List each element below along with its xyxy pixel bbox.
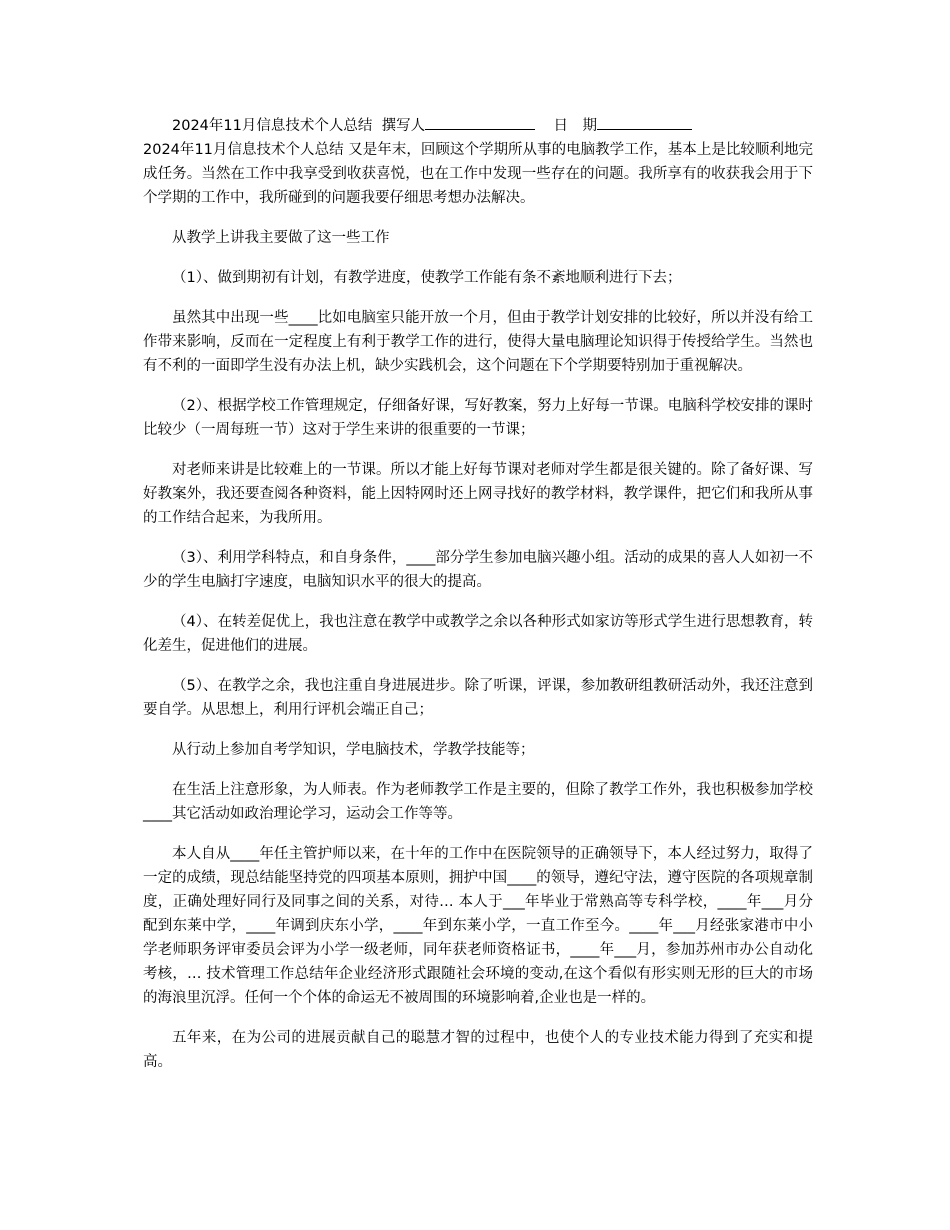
- paragraph-life: 在生活上注意形象，为人师表。作为老师教学工作是主要的，但除了教学工作外，我也积极参加学校____其它活动如政治理论学习，运动会工作等等。: [143, 782, 813, 822]
- paragraph-action: 从行动上参加自考学知识，学电脑技术，学教学技能等；: [172, 742, 535, 758]
- writer-blank: [425, 115, 535, 130]
- paragraph-item-2-detail: 对老师来讲是比较难上的一节课。所以才能上好每节课对老师对学生都是很关键的。除了备好课、写好教案外，我还要查阅各种资料，能上因特网时还上网寻找好的教学材料，教学课件，把它们和我所从事的工作结合起来，为我所用。: [143, 462, 813, 526]
- date-blank: [597, 115, 692, 130]
- paragraph-closing: 五年来，在为公司的进展贡献自己的聪慧才智的过程中，也使个人的专业技术能力得到了充实和提高。: [143, 1030, 813, 1070]
- paragraph-item-3: （3）、利用学科特点，和自身条件，____部分学生参加电脑兴趣小组。活动的成果的喜人人如初一不少的学生电脑打字速度，电脑知识水平的很大的提高。: [143, 550, 813, 590]
- date-label: 日 期: [553, 118, 598, 134]
- document-title: 2024年11月信息技术个人总结: [172, 118, 373, 134]
- paragraph-work-heading: 从教学上讲我主要做了这一些工作: [172, 230, 390, 246]
- paragraph-item-2: （2）、根据学校工作管理规定，仔细备好课，写好教案，努力上好每一节课。电脑科学校安排的课时比较少（一周每班一节）这对于学生来讲的很重要的一节课；: [143, 398, 813, 438]
- document-header: [143, 114, 813, 138]
- paragraph-career: 本人自从____年任主管护师以来，在十年的工作中在医院领导的正确领导下，本人经过努力，取得了一定的成绩，现总结能坚持党的四项基本原则，拥护中国____的领导，遵纪守法，遵守医院的各项规章制度，正确处理好同行及同事之间的关系，对待… 本人于___年毕业于常熟高等专科学校，____年___月分配到东莱中学，____年调到庆东小学，____年到东莱小学，一直工作至今。____年___月经张家港市中小学老师职务评审委员会评为小学一级老师，同年获老师资格证书，____年___月，参加苏州市办公自动化考核，… 技术管理工作总结年企业经济形式跟随社会环境的变动,在这个看似有形实则无形的巨大的市场的海浪里沉浮。任何一个个体的命运无不被周围的环境影响着,企业也是一样的。: [143, 846, 813, 1006]
- paragraph-item-5: （5）、在教学之余，我也注重自身进展进步。除了听课，评课，参加教研组教研活动外，我还注意到要自学。从思想上，利用行评机会端正自己；: [143, 678, 813, 718]
- paragraph-intro: 2024年11月信息技术个人总结 又是年末，回顾这个学期所从事的电脑教学工作，基本上是比较顺利地完成任务。当然在工作中我享受到收获喜悦，也在工作中发现一些存在的问题。我所享有的收获我会用于下个学期的工作中，我所碰到的问题我要仔细思考想办法解决。: [143, 142, 813, 206]
- paragraph-item-1-detail: 虽然其中出现一些____比如电脑室只能开放一个月，但由于教学计划安排的比较好，所以并没有给工作带来影响，反而在一定程度上有利于教学工作的进行，使得大量电脑理论知识得于传授给学生。当然也有不利的一面即学生没有办法上机，缺少实践机会，这个问题在下个学期要特别加于重视解决。: [143, 310, 813, 374]
- paragraph-item-1: （1）、做到期初有计划，有教学进度，使教学工作能有条不紊地顺利进行下去；: [172, 270, 682, 286]
- writer-label: 撰写人: [381, 118, 426, 134]
- document-page: [143, 114, 813, 1090]
- paragraph-item-4: （4）、在转差促优上，我也注意在教学中或教学之余以各种形式如家访等形式学生进行思想教育，转化差生，促进他们的进展。: [143, 614, 813, 654]
